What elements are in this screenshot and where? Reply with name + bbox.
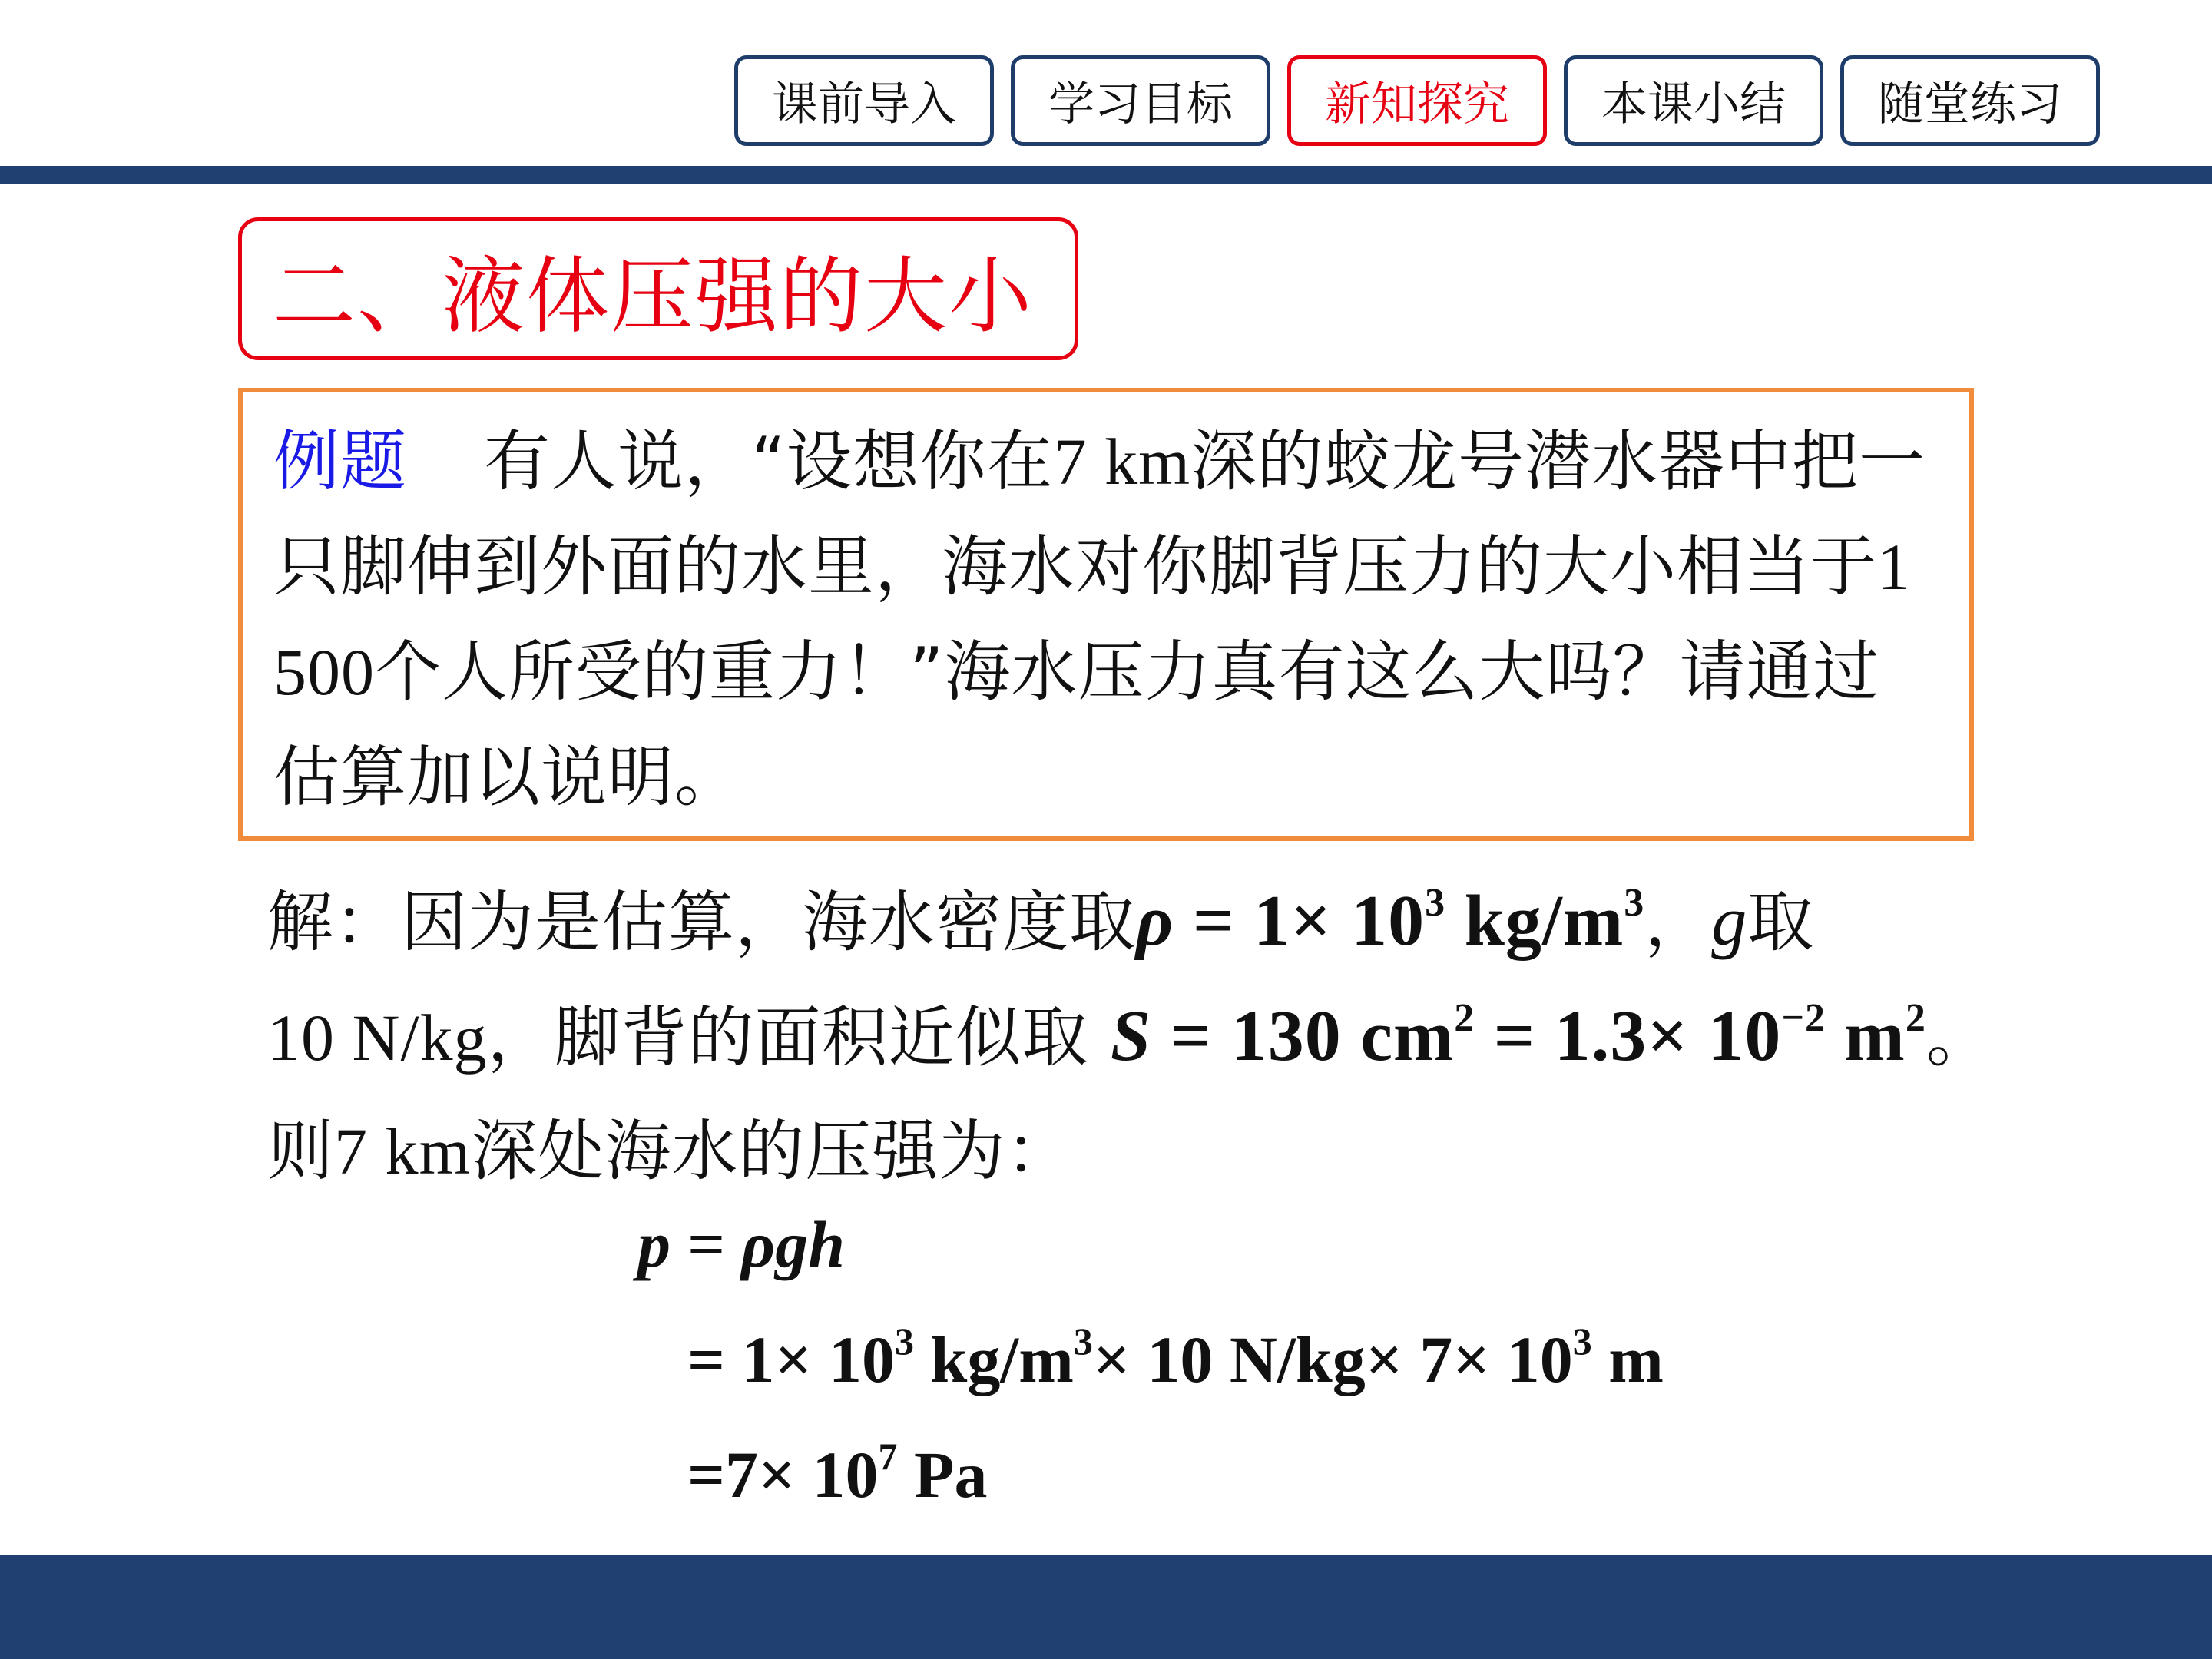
formula-line-2-depth-unit: m	[1591, 1323, 1664, 1396]
formula-line-3	[687, 1436, 988, 1513]
formula-line-2-density-exp: 3	[895, 1320, 915, 1363]
formula-line-3-result: =7× 10	[687, 1438, 879, 1512]
area-m-exponent: −2	[1781, 996, 1826, 1040]
area-unit-exponent: 2	[1905, 996, 1926, 1040]
header-divider-bar	[0, 166, 2212, 184]
example-label: 例题	[273, 423, 407, 500]
section-title	[238, 217, 1078, 360]
g-symbol: g	[1711, 882, 1748, 960]
section-title-text: 二、液体压强的大小	[273, 248, 1034, 345]
example-box	[238, 388, 1974, 841]
solution-line-1-take: 取	[1747, 884, 1815, 961]
tab-new-knowledge[interactable]: 新知探究	[1287, 55, 1547, 146]
density-unit: kg/m	[1445, 881, 1624, 961]
formula-line-2-density-unit-exp: 3	[1073, 1320, 1093, 1363]
solution-block	[267, 864, 2157, 1208]
formula-line-3-result-exp: 7	[878, 1435, 898, 1478]
area-cm-exponent: 2	[1454, 996, 1475, 1040]
formula-line-2-density-unit: kg/m	[914, 1323, 1074, 1396]
density-value: = 1× 10	[1174, 881, 1426, 961]
solution-line-1	[267, 864, 2157, 979]
solution-line-3	[267, 1094, 2157, 1208]
area-unit: m	[1826, 996, 1906, 1076]
tab-pre-class-intro[interactable]: 课前导入	[734, 55, 994, 146]
example-text	[273, 409, 1939, 830]
example-depth: 7 km	[1053, 425, 1190, 498]
formula-line-2-g-and-depth: × 10 N/kg× 7× 10	[1092, 1323, 1573, 1396]
density-exponent: 3	[1425, 881, 1446, 925]
rho-symbol: ρ	[1136, 881, 1174, 961]
solution-line-3-text: 深处海水的压强为：	[471, 1113, 1073, 1190]
example-people-count: 1 500	[273, 530, 1911, 709]
formula-line-2-depth-exp: 3	[1572, 1320, 1592, 1363]
density-unit-exponent: 3	[1624, 881, 1645, 925]
solution-line-1-separator: ，	[1644, 884, 1712, 961]
solution-line-3-prefix: 则	[267, 1113, 334, 1190]
tab-practice[interactable]: 随堂练习	[1840, 55, 2100, 146]
top-nav	[734, 55, 2100, 146]
formula-line-3-unit: Pa	[897, 1438, 988, 1512]
area-symbol: S	[1110, 996, 1152, 1076]
footer-bar	[0, 1555, 2212, 1659]
formula-line-2	[687, 1321, 1664, 1398]
tab-learning-goals[interactable]: 学习目标	[1011, 55, 1270, 146]
formula-line-1: p = ρgh	[637, 1207, 846, 1281]
tab-lesson-summary[interactable]: 本课小结	[1564, 55, 1823, 146]
g-value: 10 N/kg	[267, 1001, 488, 1075]
solution-line-1-text: 解：因为是估算，海水密度取	[267, 884, 1136, 961]
solution-line-2-text: ，脚背的面积近似取	[487, 999, 1111, 1076]
example-text-part-2: 深的蛟龙号潜水器中把一只脚伸到外面的水里，海水对你脚背压力的大小相当于	[273, 423, 1926, 605]
formula-line-2-density: = 1× 10	[687, 1323, 896, 1396]
area-value-cm: = 130 cm	[1151, 996, 1455, 1076]
example-text-part-1: 有人说，“设想你在	[484, 423, 1054, 500]
area-value-m: = 1.3× 10	[1475, 996, 1782, 1076]
depth-value: 7 km	[334, 1114, 472, 1188]
example-text-part-3: 个人所受的重力！”海水压力真有这么大吗？请通过估算加以说明。	[273, 634, 1880, 816]
solution-line-2	[267, 979, 2157, 1094]
solution-line-2-end: 。	[1926, 999, 1993, 1076]
